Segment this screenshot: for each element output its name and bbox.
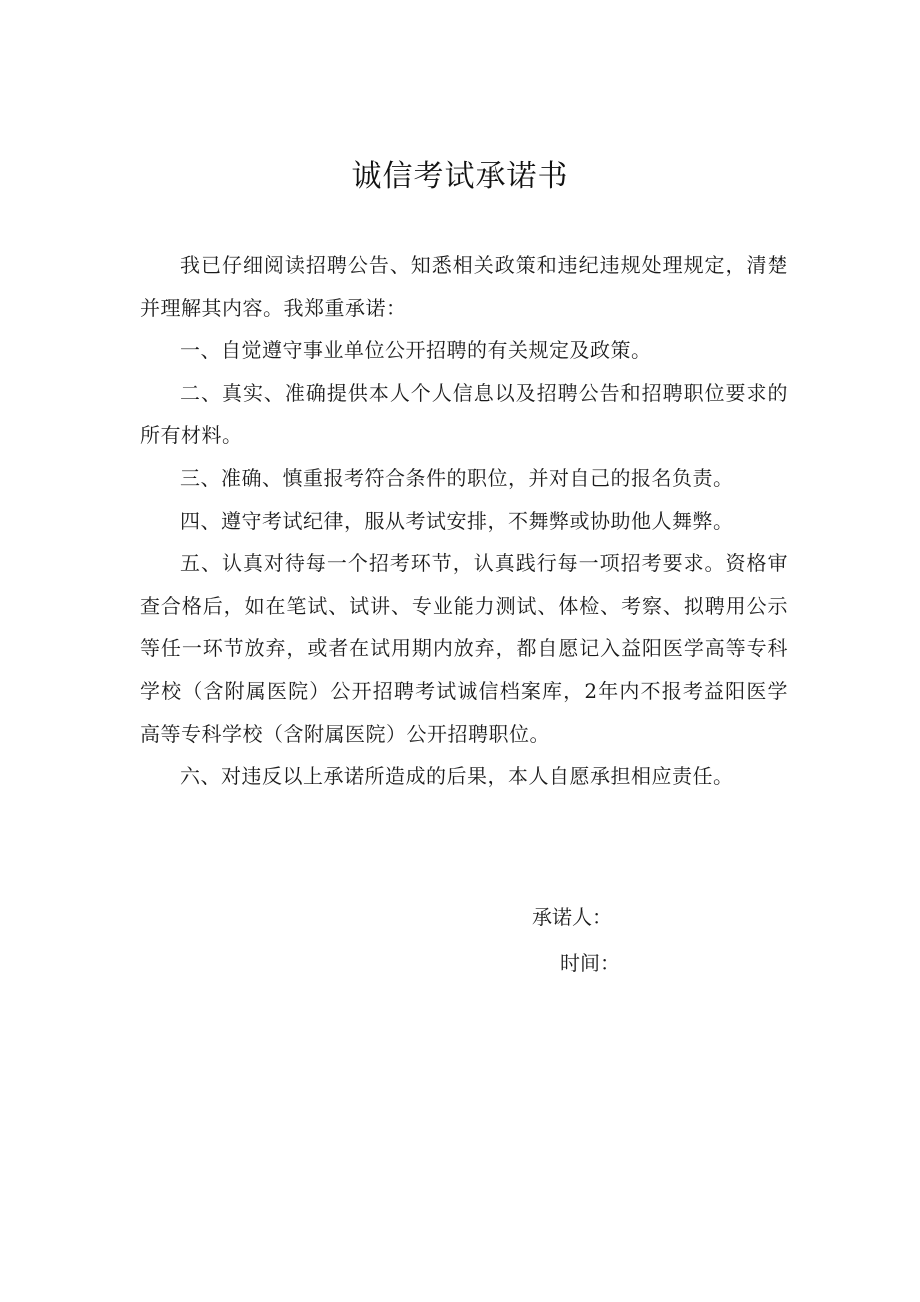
signature-block [532,894,732,986]
pledge-item-2: 二、真实、准确提供本人个人信息以及招聘公告和招聘职位要求的所有材料。 [140,380,788,448]
pledge-item-6: 六、对违反以上承诺所造成的后果，本人自愿承担相应责任。 [180,764,734,789]
pledge-item-1: 一、自觉遵守事业单位公开招聘的有关规定及政策。 [180,338,652,363]
pledge-item-5: 五、认真对待每一个招考环节，认真践行每一项招考要求。资格审查合格后，如在笔试、试讲、专业能力测试、体检、考察、拟聘用公示等任一环节放弃，或者在试用期内放弃，都自愿记入益阳医学高等专科学校（含附属医院）公开招聘考试诚信档案库，2年内不报考益阳医学高等专科学校（含附属医院）公开招聘职位。 [140,551,788,746]
intro-paragraph: 我已仔细阅读招聘公告、知悉相关政策和违纪违规处理规定，清楚并理解其内容。我郑重承诺： [140,253,788,320]
promisor-label: 承诺人： [532,905,612,929]
pledge-item-4: 四、遵守考试纪律，服从考试安排，不舞弊或协助他人舞弊。 [180,508,734,533]
time-label: 时间： [560,951,620,975]
pledge-item-3: 三、准确、慎重报考符合条件的职位，并对自己的报名负责。 [180,465,734,490]
document-body [140,244,788,798]
document-title: 诚信考试承诺书 [351,159,569,194]
